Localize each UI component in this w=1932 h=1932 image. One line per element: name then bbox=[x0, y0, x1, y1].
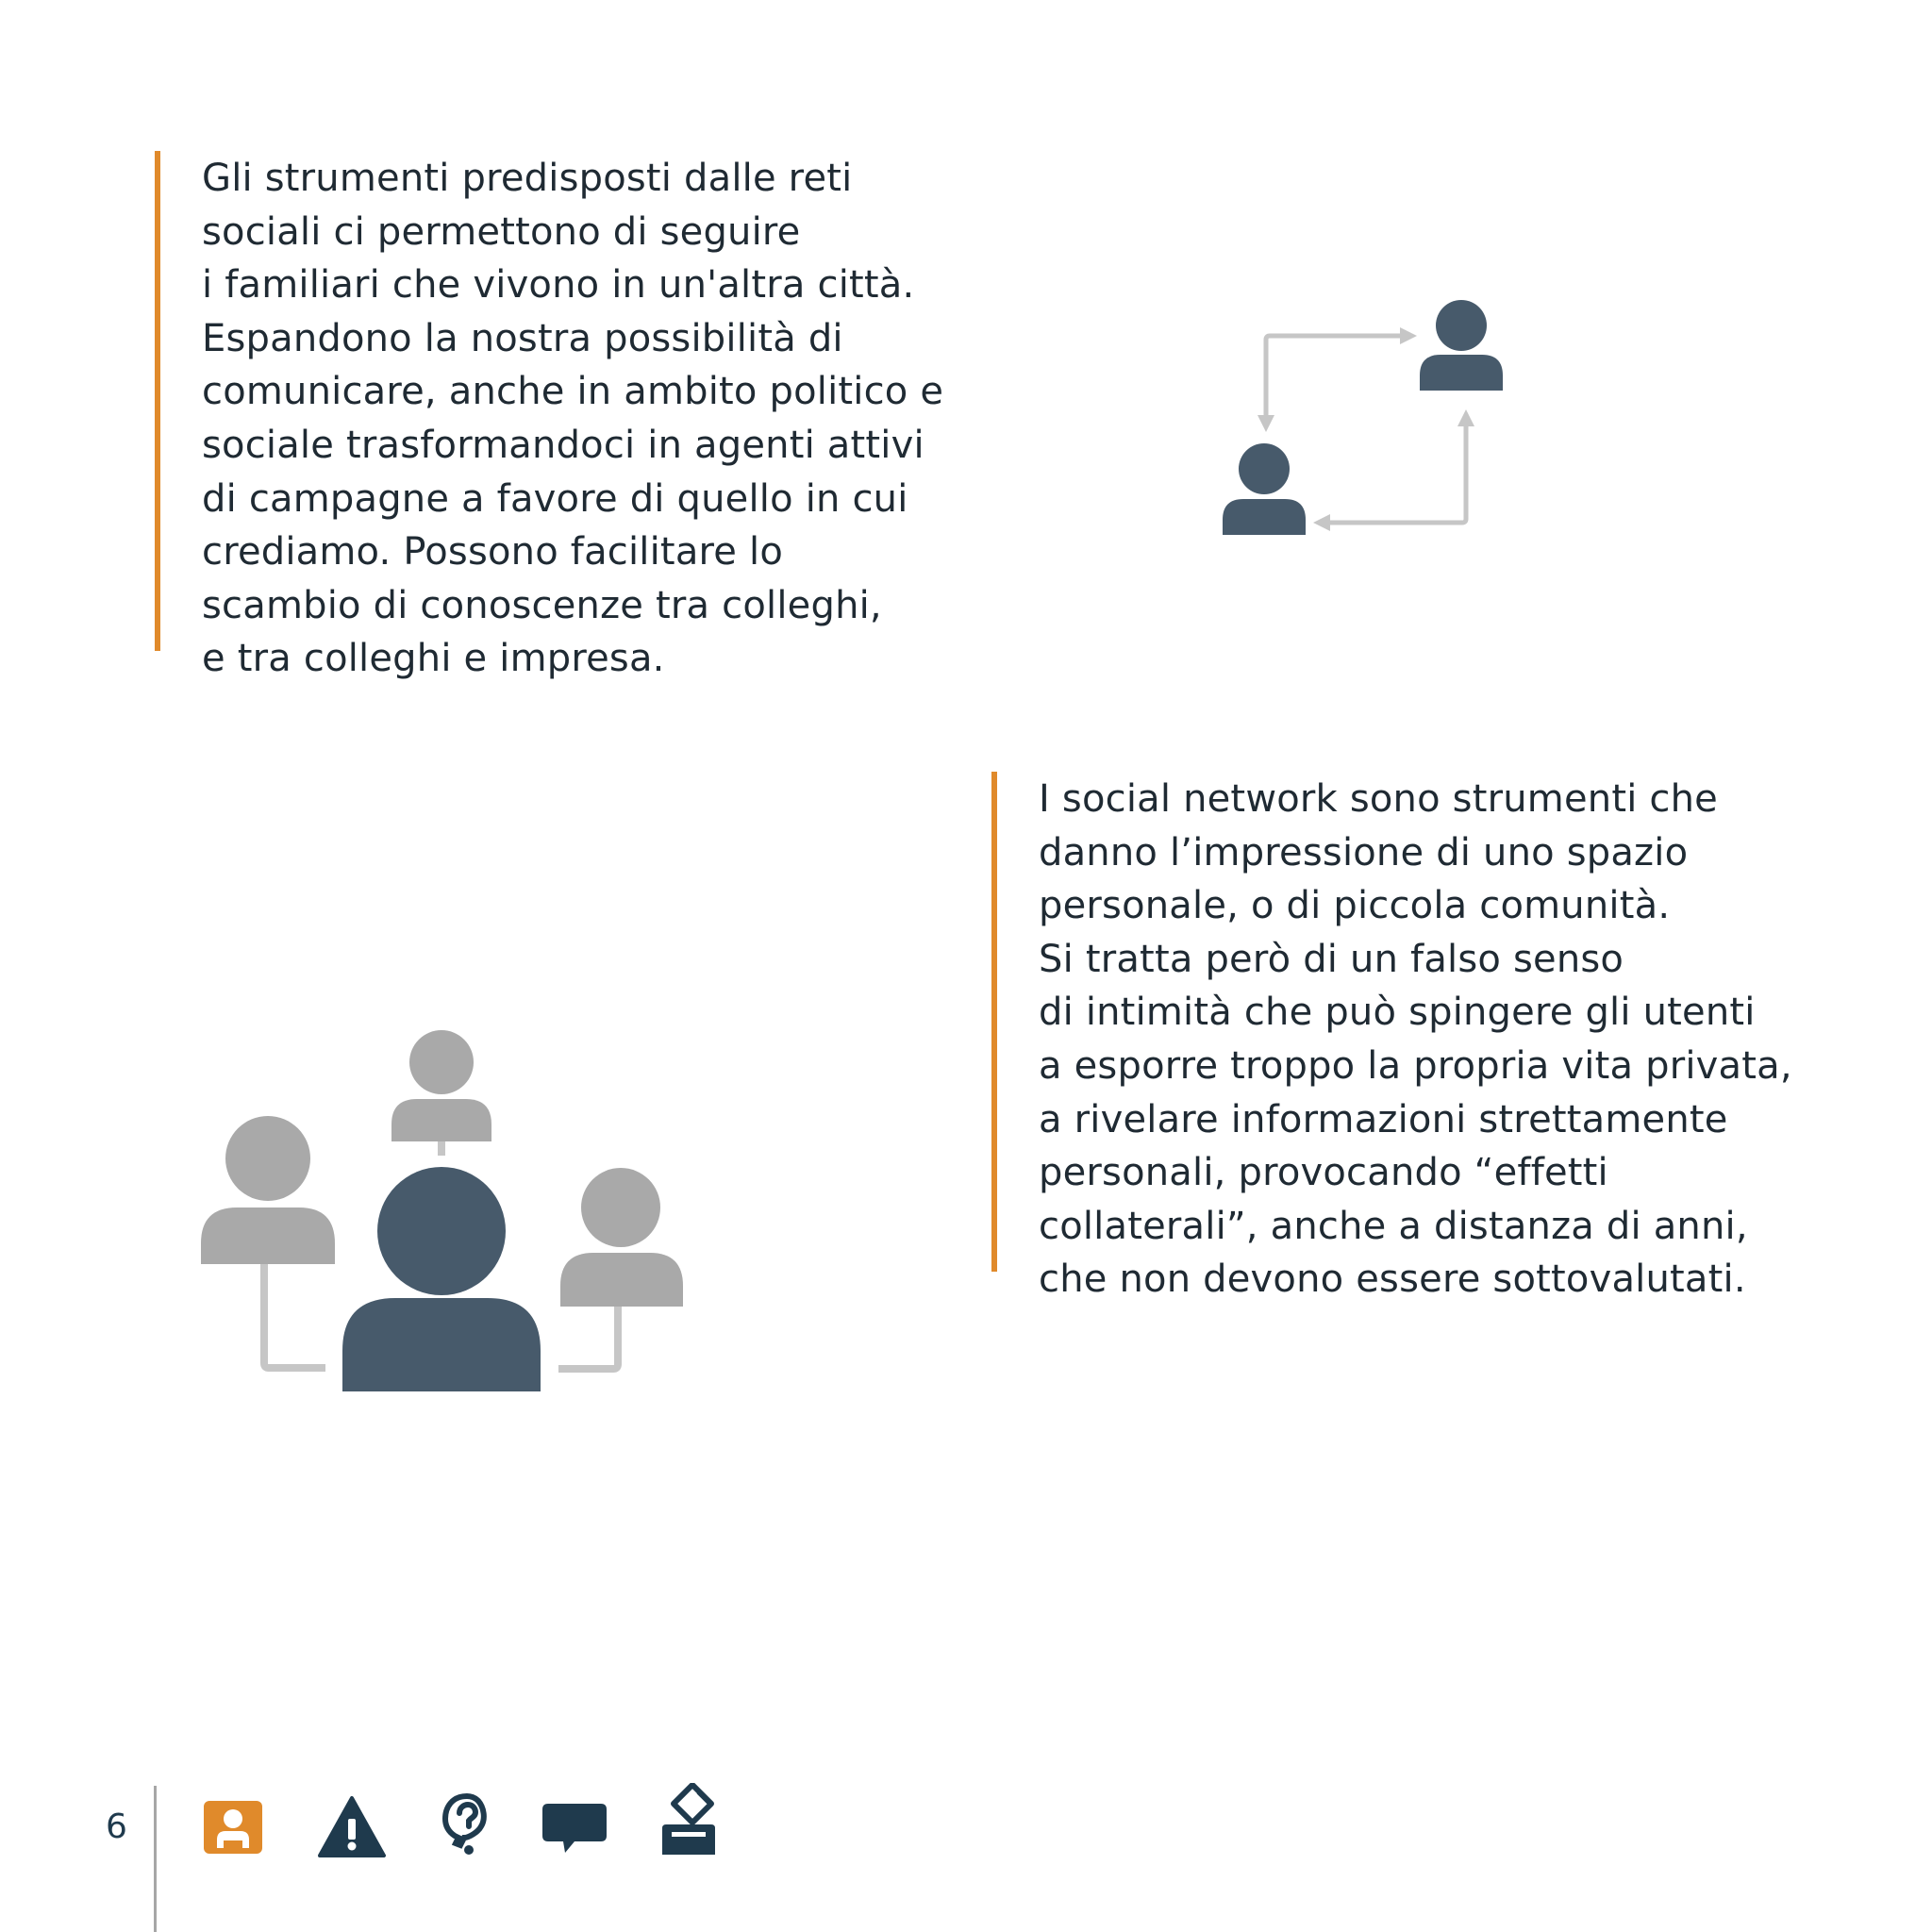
warning-icon[interactable] bbox=[314, 1783, 390, 1858]
connector-right bbox=[558, 1300, 618, 1369]
connector-left bbox=[264, 1264, 325, 1368]
text-line: Si tratta però di un falso senso bbox=[1039, 937, 1624, 981]
text-block-privacy bbox=[991, 772, 1792, 1302]
arrow-head-down bbox=[1257, 415, 1274, 432]
text-line: collaterali”, anche a distanza di anni, bbox=[1039, 1204, 1748, 1248]
question-head-icon[interactable] bbox=[429, 1783, 505, 1858]
chat-bubble-icon[interactable] bbox=[537, 1783, 612, 1858]
arrow-path-bottom bbox=[1321, 425, 1466, 523]
text-line: danno l’impressione di uno spazio bbox=[1039, 830, 1689, 874]
text-line: personali, provocando “effetti bbox=[1039, 1151, 1608, 1195]
arrow-path-top bbox=[1266, 336, 1411, 425]
arrow-head-left bbox=[1313, 514, 1330, 531]
person-icon bbox=[201, 1116, 335, 1264]
text-line: di campagne a favore di quello in cui bbox=[202, 476, 908, 521]
person-icon bbox=[1420, 300, 1503, 391]
text-line: I social network sono strumenti che bbox=[1039, 777, 1718, 821]
people-network-illustration bbox=[189, 1009, 698, 1406]
person-icon bbox=[391, 1030, 491, 1141]
text-line: che non devono essere sottovalutati. bbox=[1039, 1257, 1746, 1302]
arrow-head-up bbox=[1457, 409, 1474, 426]
text-line: sociali ci permettono di seguire bbox=[202, 209, 801, 254]
text-line: a esporre troppo la propria vita privata, bbox=[1039, 1043, 1792, 1088]
text-line: scambio di conoscenze tra colleghi, bbox=[202, 583, 882, 627]
page-number: 6 bbox=[106, 1807, 127, 1846]
text-line: Gli strumenti predisposti dalle reti bbox=[202, 157, 853, 200]
text-line: i familiari che vivono in un'altra città. bbox=[202, 263, 915, 308]
text-line: di intimità che può spingere gli utenti bbox=[1039, 991, 1756, 1035]
ballot-vote-icon[interactable] bbox=[651, 1783, 726, 1858]
text-block-sharing bbox=[155, 151, 944, 681]
person-icon[interactable] bbox=[196, 1783, 272, 1858]
text-line: comunicare, anche in ambito politico e bbox=[202, 370, 944, 414]
text-line: sociale trasformandoci in agenti attivi bbox=[202, 423, 924, 467]
person-icon bbox=[1223, 443, 1306, 535]
text-line: personale, o di piccola comunità. bbox=[1039, 884, 1671, 928]
text-line: e tra colleghi e impresa. bbox=[202, 637, 665, 681]
arrow-head-right bbox=[1400, 327, 1417, 344]
person-icon bbox=[342, 1167, 541, 1391]
text-line: a rivelare informazioni strettamente bbox=[1039, 1097, 1728, 1141]
text-line: Espandono la nostra possibilità di bbox=[202, 316, 843, 360]
person-icon bbox=[560, 1168, 683, 1307]
footer-divider bbox=[154, 1786, 157, 1932]
text-line: crediamo. Possono facilitare lo bbox=[202, 530, 784, 575]
people-exchange-illustration bbox=[1208, 283, 1528, 557]
